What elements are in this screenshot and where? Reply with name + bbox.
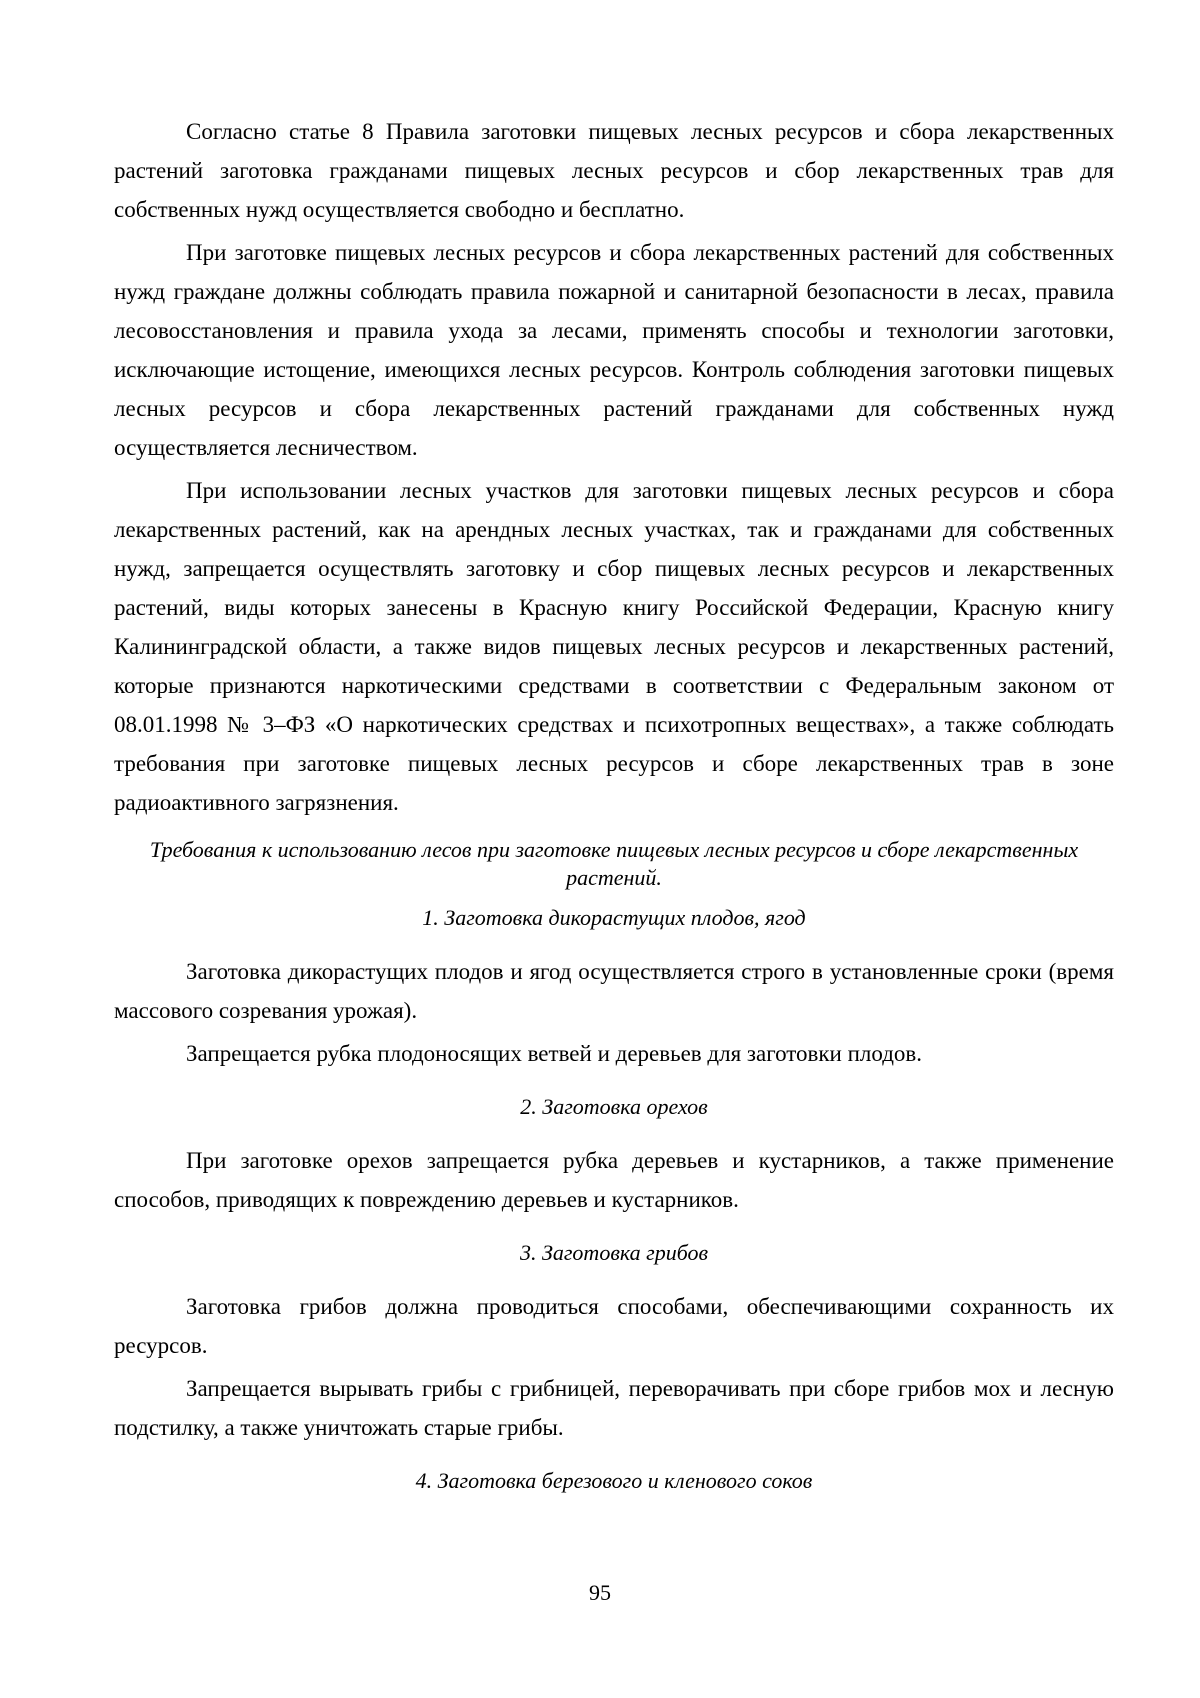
subsection-title-fruits: 1. Заготовка дикорастущих плодов, ягод bbox=[422, 905, 806, 930]
paragraph-fruits-prohibition: Запрещается рубка плодоносящих ветвей и деревьев для заготовки плодов. bbox=[186, 1041, 923, 1066]
section-title: Требования к использованию лесов при заготовке пищевых лесных ресурсов и сборе лекарственных растений. bbox=[149, 837, 1079, 890]
page-content bbox=[114, 112, 1114, 1515]
paragraph-fruits-terms: Заготовка дикорастущих плодов и ягод осуществляется строго в установленные сроки (время массового созревания урожая). bbox=[114, 959, 1114, 1023]
paragraph-mushrooms-methods: Заготовка грибов должна проводиться способами, обеспечивающими сохранность их ресурсов. bbox=[114, 1294, 1114, 1358]
paragraph-nuts: При заготовке орехов запрещается рубка деревьев и кустарников, а также применение способов, приводящих к повреждению деревьев и кустарников. bbox=[114, 1148, 1114, 1212]
paragraph-citizens-rules: При заготовке пищевых лесных ресурсов и сбора лекарственных растений для собственных нужд граждане должны соблюдать правила пожарной и санитарной безопасности в лесах, правила лесовосстановления и правила ухода за лесами, применять способы и технологии заготовки, исключающие истощение, имеющихся лесных ресурсов. Контроль соблюдения заготовки пищевых лесных ресурсов и сбора лекарственных растений гражданами для собственных нужд осуществляется лесничеством. bbox=[114, 240, 1114, 460]
subsection-title-mushrooms: 3. Заготовка грибов bbox=[519, 1240, 709, 1265]
paragraph-mushrooms-prohibition: Запрещается вырывать грибы с грибницей, переворачивать при сборе грибов мох и лесную подстилку, а также уничтожать старые грибы. bbox=[114, 1376, 1114, 1440]
paragraph-prohibitions: При использовании лесных участков для заготовки пищевых лесных ресурсов и сбора лекарственных растений, как на арендных лесных участках, так и гражданами для собственных нужд, запрещается осуществлять заготовку и сбор пищевых лесных ресурсов и лекарственных растений, виды которых занесены в Красную книгу Российской Федерации, Красную книгу Калининградской области, а также видов пищевых лесных ресурсов и лекарственных растений, которые признаются наркотическими средствами в соответствии с Федеральным законом от 08.01.1998 № 3–ФЗ «О наркотических средствах и психотропных веществах», а также соблюдать требования при заготовке пищевых лесных ресурсов и сборе лекарственных трав в зоне радиоактивного загрязнения. bbox=[114, 478, 1114, 815]
subsection-title-sap: 4. Заготовка березового и кленового соков bbox=[415, 1468, 813, 1493]
page-number: 95 bbox=[589, 1580, 611, 1605]
subsection-title-nuts: 2. Заготовка орехов bbox=[520, 1094, 708, 1119]
paragraph-article-8: Согласно статье 8 Правила заготовки пищевых лесных ресурсов и сбора лекарственных растений заготовка гражданами пищевых лесных ресурсов и сбор лекарственных трав для собственных нужд осуществляется свободно и бесплатно. bbox=[114, 119, 1114, 222]
